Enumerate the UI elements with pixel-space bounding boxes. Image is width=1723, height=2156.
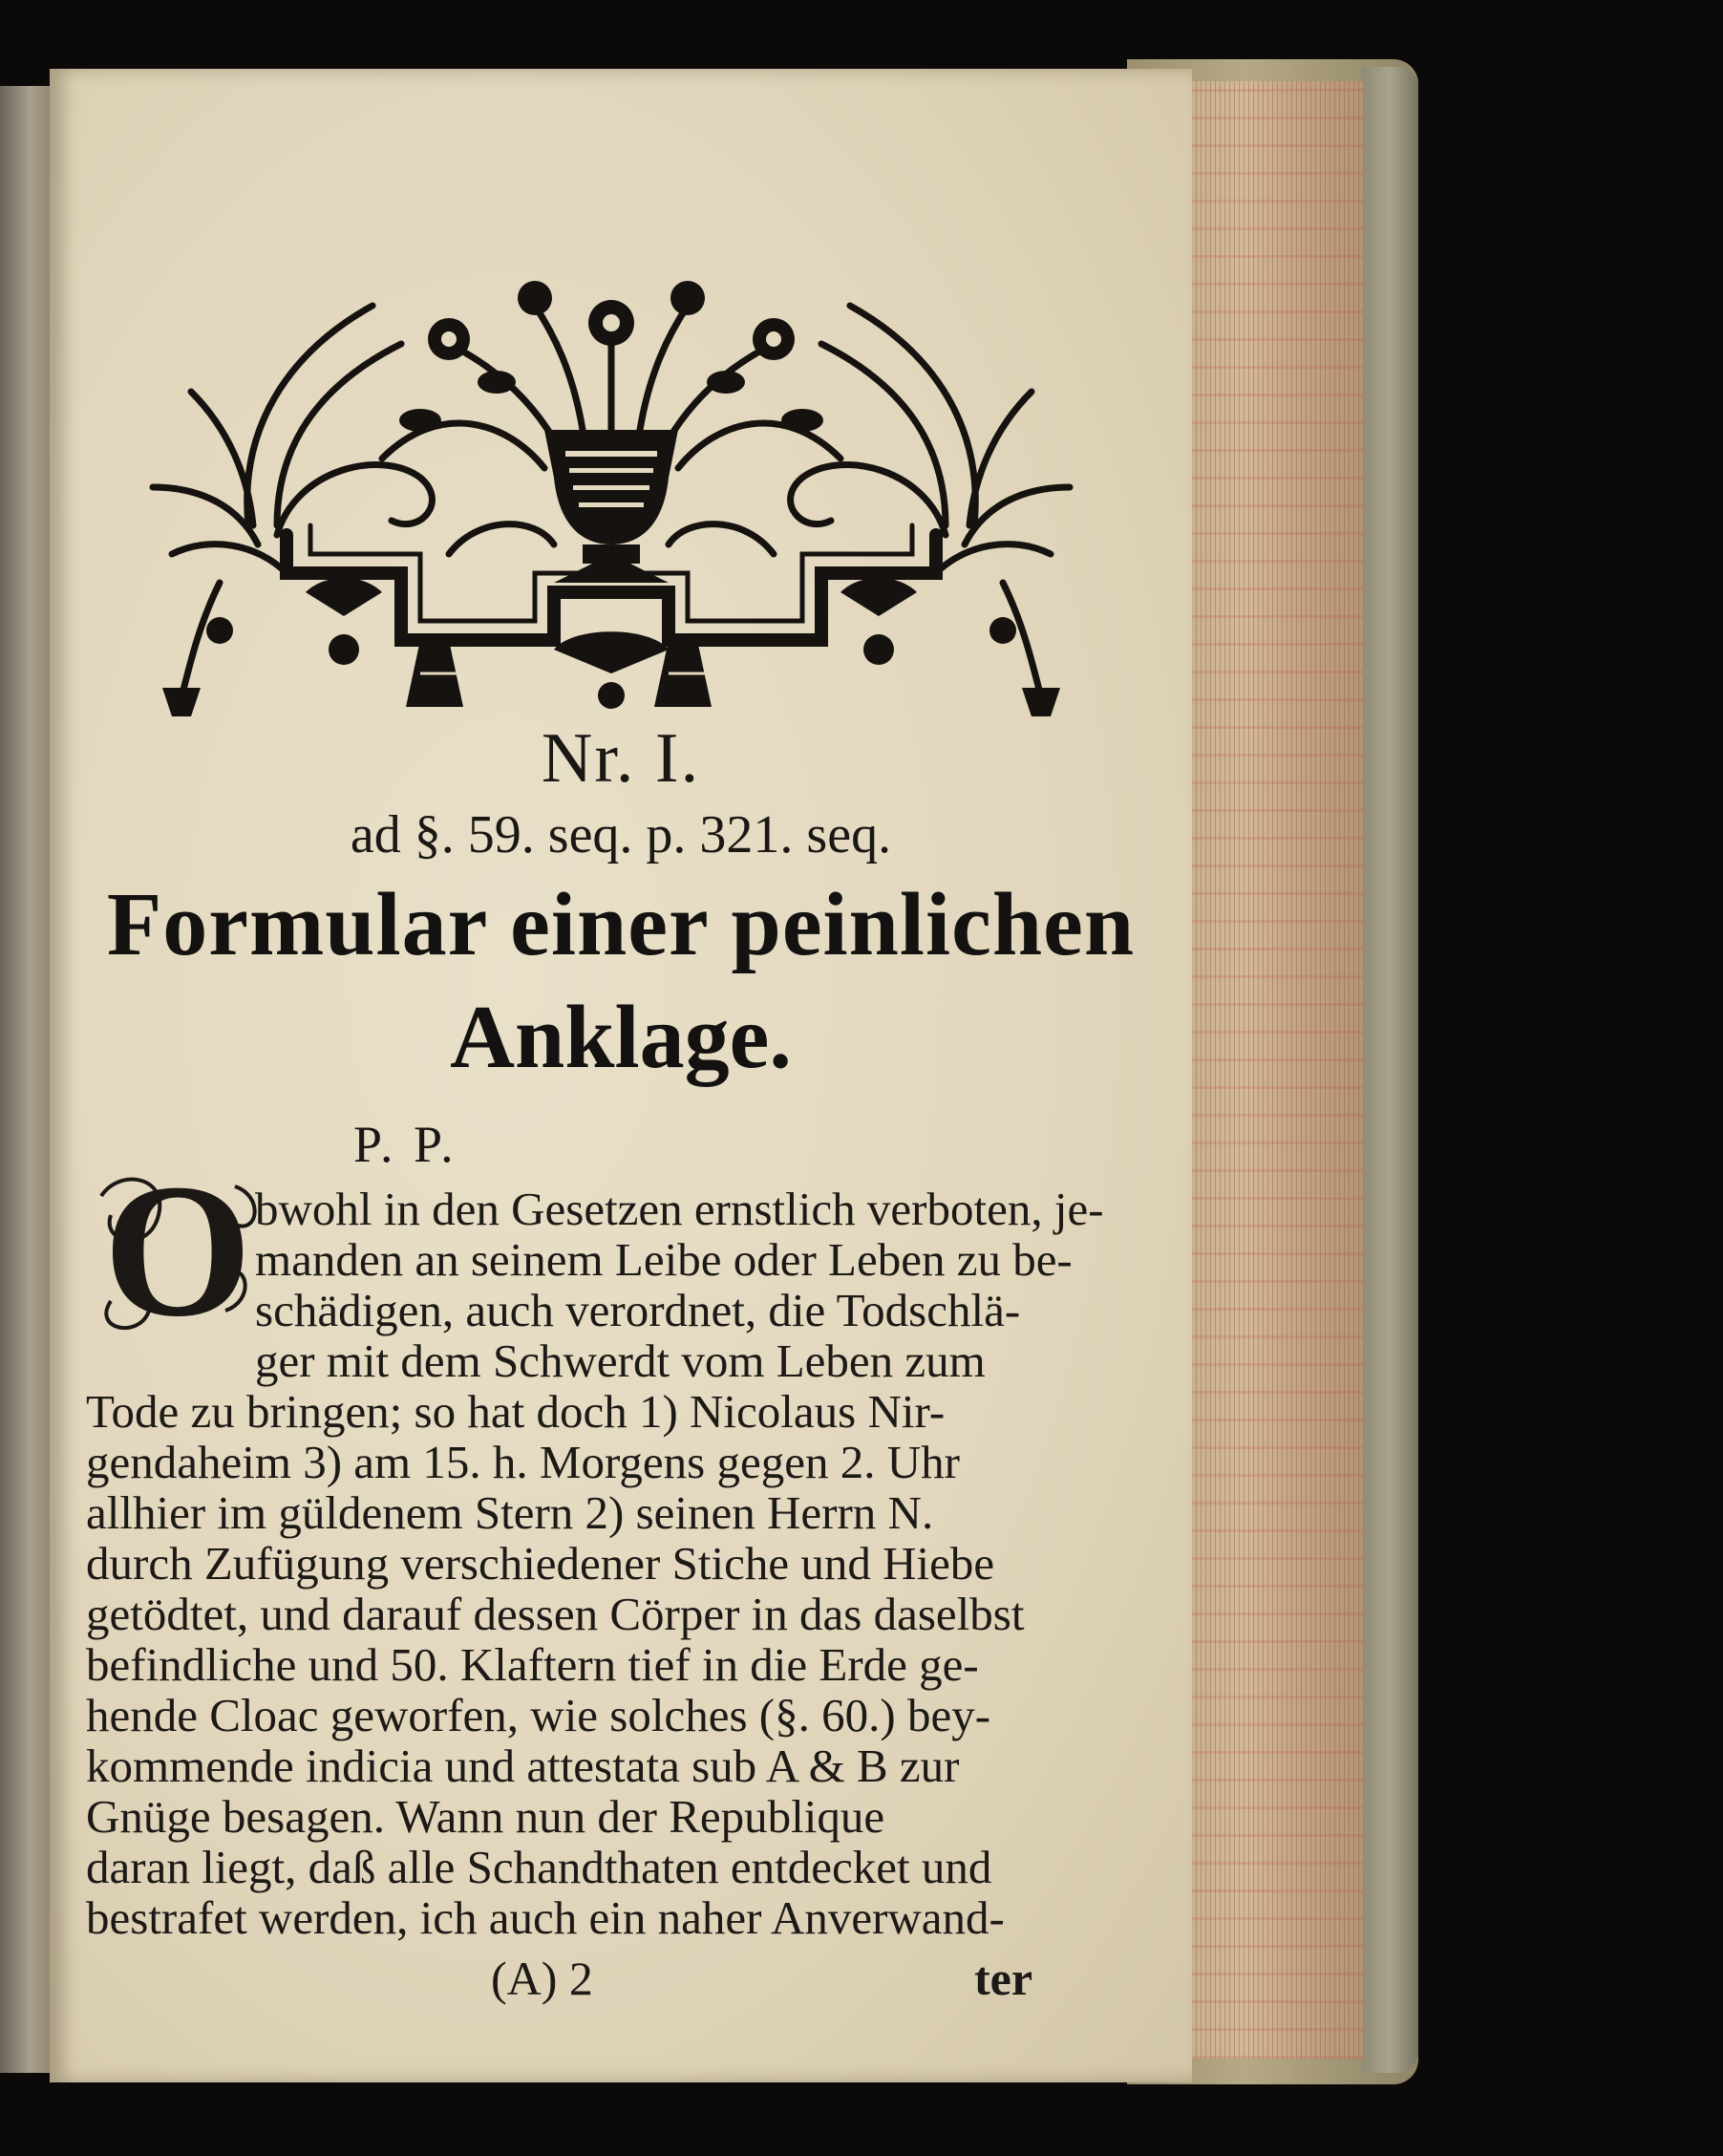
body-line: befindliche und 50. Klaftern tief in die Erde ge-	[86, 1638, 979, 1691]
title-line-1: Formular einer peinlichen	[106, 875, 1136, 974]
body-line: schädigen, auch verordnet, die Todschlä-	[255, 1284, 1021, 1336]
body-line: manden an seinem Leibe oder Leben zu be-	[255, 1233, 1073, 1286]
body-line: gendaheim 3) am 15. h. Morgens gegen 2. Uhr	[86, 1436, 960, 1488]
page-text	[50, 69, 1192, 2082]
drop-cap: O	[103, 1145, 252, 1356]
title-line-2: Anklage.	[450, 988, 792, 1087]
facing-page-edge	[0, 86, 55, 2073]
body-line: Gnüge besagen. Wann nun der Republique	[86, 1790, 885, 1843]
page-block-edges	[1189, 81, 1363, 2059]
heading-number: Nr. I.	[541, 719, 701, 798]
body-line: getödtet, und darauf dessen Cörper in das daselbst	[86, 1588, 1025, 1640]
body-line: durch Zufügung verschiedener Stiche und Hiebe	[86, 1537, 995, 1590]
body-line: hende Cloac geworfen, wie solches (§. 60.) bey-	[86, 1689, 991, 1741]
section-reference: ad §. 59. seq. p. 321. seq.	[350, 805, 892, 865]
printed-page	[50, 69, 1192, 2082]
body-line: allhier im güldenem Stern 2) seinen Herrn N.	[86, 1486, 934, 1539]
cover-edge	[1361, 67, 1418, 2073]
signature-mark: (A) 2	[491, 1952, 593, 2005]
catchword: ter	[974, 1952, 1033, 2005]
body-line: daran liegt, daß alle Schandthaten entdecket und	[86, 1841, 992, 1893]
body-line: kommende indicia und attestata sub A & B zur	[86, 1740, 960, 1792]
salutation: P. P.	[353, 1116, 457, 1173]
decorated-initial	[82, 1145, 273, 1356]
body-line: bwohl in den Gesetzen ernstlich verboten, je-	[255, 1183, 1104, 1235]
body-line: bestrafet werden, ich auch ein naher Anverwand-	[86, 1891, 1005, 1944]
body-line: ger mit dem Schwerdt vom Leben zum	[255, 1334, 986, 1387]
body-line: Tode zu bringen; so hat doch 1) Nicolaus Nir-	[86, 1385, 946, 1438]
